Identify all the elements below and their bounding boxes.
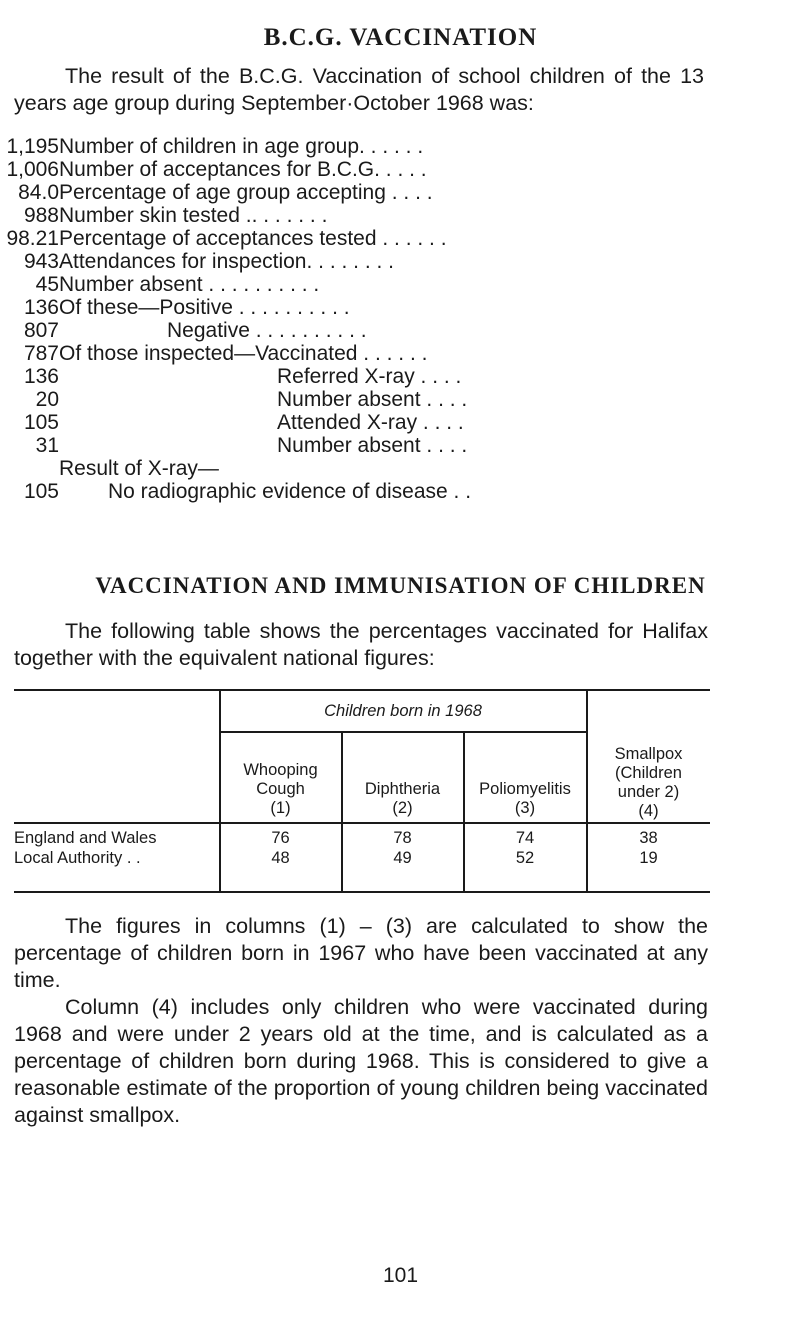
table-top-rule	[14, 689, 710, 691]
row-label-england-wales: England and Wales	[14, 829, 157, 847]
table-cell: 38	[639, 829, 658, 847]
col-header-number: (2)	[392, 799, 413, 817]
bcg-intro	[14, 63, 704, 117]
table-cell: 49	[393, 849, 412, 867]
col-header-line: Whooping	[243, 761, 318, 779]
col-header-line: Diphtheria	[364, 780, 441, 798]
table-cell: 48	[271, 849, 290, 867]
table-cell: 74	[515, 829, 535, 847]
col-header-line: (Children	[615, 764, 682, 782]
table-cell: 78	[393, 829, 412, 847]
list-item-value: 98.21	[6, 227, 59, 250]
list-item-label: No radiographic evidence of disease . .	[108, 480, 472, 503]
page-number: 101	[382, 1264, 419, 1287]
list-item-label: Of these—Positive . . . . . . . . . .	[59, 296, 350, 319]
vaccination-table	[14, 689, 710, 893]
table-notes	[14, 913, 708, 1129]
table-cell: 19	[639, 849, 658, 867]
list-item-label: Percentage of age group accepting . . . .	[59, 181, 433, 204]
table-cell: 52	[515, 849, 535, 867]
list-item-label: Attended X-ray . . . .	[277, 411, 464, 434]
table-group-rule	[220, 731, 586, 733]
table-bottom-rule	[14, 891, 710, 893]
col-header-number: (4)	[638, 802, 659, 820]
list-item-label: Negative . . . . . . . . . .	[167, 319, 367, 342]
list-item-value: 20	[35, 388, 59, 411]
list-item-label: Number skin tested .. . . . . . .	[59, 204, 328, 227]
col-header-line: Cough	[256, 780, 305, 798]
col-header-smallpox	[587, 745, 710, 821]
list-item-value: 136	[23, 296, 59, 319]
list-item-value: 84.0	[18, 181, 59, 204]
list-item-label: Result of X-ray—	[59, 457, 219, 480]
list-item-value: 105	[23, 480, 59, 503]
list-item-label: Of those inspected—Vaccinated . . . . . .	[59, 342, 428, 365]
list-item-value: 1,195	[6, 135, 59, 158]
vaccination-title: VACCINATION AND IMMUNISATION OF CHILDREN	[95, 573, 706, 598]
col-header-number: (1)	[270, 799, 291, 817]
list-item-value: 45	[35, 273, 59, 296]
list-item-value: 787	[23, 342, 59, 365]
list-item-label: Attendances for inspection. . . . . . . .	[59, 250, 395, 273]
list-item-value: 1,006	[6, 158, 59, 181]
list-item-value: 105	[23, 411, 59, 434]
note-paragraph: The figures in columns (1) – (3) are calculated to show the percentage of children born in 1967 who have been vaccinated at any time.	[14, 914, 708, 992]
vaccination-intro	[14, 618, 708, 672]
col-header-line: under 2)	[617, 783, 680, 801]
bcg-title: B.C.G. VACCINATION	[263, 24, 538, 51]
col-header-poliomyelitis	[464, 780, 586, 818]
col-header-whooping-cough	[220, 761, 341, 818]
list-item-label: Referred X-ray . . . .	[277, 365, 462, 388]
bcg-intro-text: The result of the B.C.G. Vaccination of school children of the 13 years age group during September·October 1968 was:	[14, 64, 704, 115]
list-item-label: Number absent . . . .	[277, 388, 468, 411]
list-item-value: 807	[23, 319, 59, 342]
table-group-header: Children born in 1968	[324, 702, 482, 720]
list-item-value: 31	[35, 434, 59, 457]
col-header-line: Poliomyelitis	[479, 780, 571, 798]
col-header-diphtheria	[342, 780, 463, 818]
list-item-value: 943	[23, 250, 59, 273]
list-item-value: 136	[23, 365, 59, 388]
table-header-rule	[14, 822, 710, 824]
col-header-line: Smallpox	[614, 745, 683, 763]
list-item-label: Number of acceptances for B.C.G. . . . .	[59, 158, 427, 181]
list-item-label: Number of children in age group. . . . . .	[59, 135, 424, 158]
list-item-label: Number absent . . . . . . . . . .	[59, 273, 320, 296]
vaccination-intro-text: The following table shows the percentages vaccinated for Halifax together with the equivalent national figures:	[14, 619, 708, 670]
list-item-label: Percentage of acceptances tested . . . . . .	[59, 227, 447, 250]
list-item-label: Number absent . . . .	[277, 434, 468, 457]
note-paragraph: Column (4) includes only children who were vaccinated during 1968 and were under 2 years old at the time, and is calculated as a percentage of children born during 1968. This is considered to give a reasonable estimate of the proportion of young children being vaccinated against smallpox.	[14, 995, 708, 1127]
table-cell: 76	[271, 829, 290, 847]
row-label-local-authority: Local Authority . .	[14, 849, 141, 867]
list-item-value: 988	[23, 204, 59, 227]
col-header-number: (3)	[514, 799, 536, 817]
